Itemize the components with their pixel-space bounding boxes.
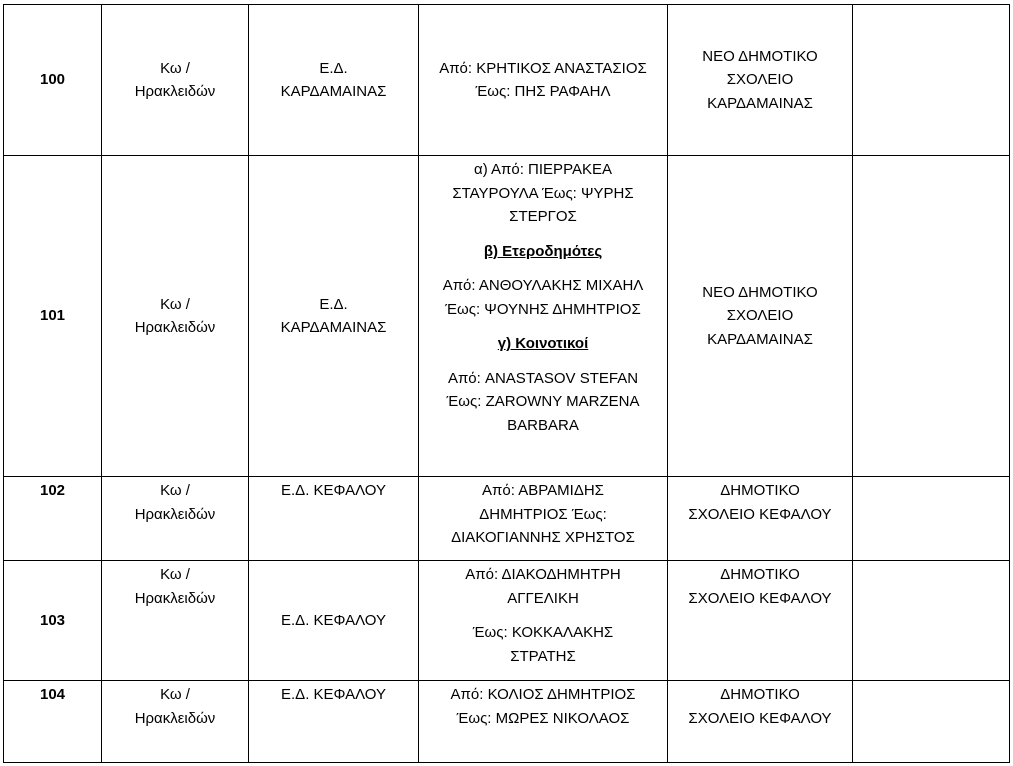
voter-range-cell (419, 5, 668, 156)
school-text: ΔΗΜΟΤΙΚΟ ΣΧΟΛΕΙΟ ΚΕΦΑΛΟΥ (688, 686, 832, 727)
municipality-cell (102, 681, 249, 763)
table-row (4, 156, 1010, 477)
station-number-text: 103 (39, 611, 66, 629)
station-number-text: 101 (39, 307, 66, 325)
voter-range-cell (419, 561, 668, 681)
voter-range-cell (419, 477, 668, 561)
electoral-district-cell (249, 561, 419, 681)
empty-cell (853, 561, 1010, 681)
school-text: ΔΗΜΟΤΙΚΟ ΣΧΟΛΕΙΟ ΚΕΦΑΛΟΥ (688, 566, 832, 607)
station-number-text: 100 (39, 71, 66, 89)
electoral-district-text: Ε.Δ. ΚΕΦΑΛΟΥ (281, 686, 386, 703)
empty-cell (853, 681, 1010, 763)
school-text: ΝΕΟ ΔΗΜΟΤΙΚΟ ΣΧΟΛΕΙΟ ΚΑΡΔΑΜΑΙΝΑΣ (702, 47, 818, 112)
school-cell (668, 156, 853, 477)
voter-range-text: Από: ΑΒΡΑΜΙΔΗΣ ΔΗΜΗΤΡΙΟΣ Έως: ΔΙΑΚΟΓΙΑΝΝΗΣ ΧΡΗΣΤΟΣ (451, 482, 635, 546)
school-cell (668, 5, 853, 156)
electoral-district-text: Ε.Δ. ΚΑΡΔΑΜΑΙΝΑΣ (280, 59, 387, 100)
station-number (4, 561, 102, 681)
electoral-district-cell (249, 681, 419, 763)
station-number-text: 104 (39, 686, 66, 703)
polling-stations-table (3, 4, 1010, 763)
municipality-text: Κω / Ηρακλειδών (134, 482, 216, 523)
voter-range-cell (419, 156, 668, 477)
electoral-district-cell (249, 156, 419, 477)
eu-citizens-heading: γ) Κοινοτικοί (497, 335, 589, 352)
electoral-district-text: Ε.Δ. ΚΕΦΑΛΟΥ (281, 482, 386, 499)
voter-range-cell (419, 681, 668, 763)
non-residents-heading: β) Ετεροδημότες (483, 242, 603, 260)
municipality-text: Κω / Ηρακλειδών (134, 686, 216, 727)
electoral-district-cell (249, 5, 419, 156)
voter-range-from: Από: ΔΙΑΚΟΔΗΜΗΤΡΗ ΑΓΓΕΛΙΚΗ (465, 566, 621, 607)
voter-range-to: Έως: ΚΟΚΚΑΛΑΚΗΣ ΣΤΡΑΤΗΣ (472, 624, 614, 665)
station-number (4, 5, 102, 156)
empty-cell (853, 5, 1010, 156)
school-cell (668, 477, 853, 561)
electoral-district-text: Ε.Δ. ΚΕΦΑΛΟΥ (281, 611, 386, 629)
voter-range-c: Από: ANASTASOV STEFAN Έως: ZAROWNY MARZENA BARBARA (446, 369, 640, 434)
voter-range-a: α) Από: ΠΙΕΡΡΑΚΕΑ ΣΤΑΥΡΟΥΛΑ Έως: ΨΥΡΗΣ ΣΤΕΡΓΟΣ (452, 161, 634, 225)
municipality-cell (102, 156, 249, 477)
station-number (4, 681, 102, 763)
station-number-text: 102 (39, 482, 66, 499)
station-number (4, 477, 102, 561)
municipality-text: Κω / Ηρακλειδών (134, 59, 216, 100)
municipality-cell (102, 561, 249, 681)
municipality-text: Κω / Ηρακλειδών (134, 566, 216, 607)
municipality-cell (102, 5, 249, 156)
voter-range-b: Από: ΑΝΘΟΥΛΑΚΗΣ ΜΙΧΑΗΛ Έως: ΨΟΥΝΗΣ ΔΗΜΗΤΡΙΟΣ (442, 277, 644, 318)
table-row (4, 561, 1010, 681)
electoral-district-cell (249, 477, 419, 561)
school-cell (668, 561, 853, 681)
table-row (4, 5, 1010, 156)
school-text: ΝΕΟ ΔΗΜΟΤΙΚΟ ΣΧΟΛΕΙΟ ΚΑΡΔΑΜΑΙΝΑΣ (702, 283, 818, 348)
school-cell (668, 681, 853, 763)
table-row (4, 477, 1010, 561)
voter-range-text: Από: ΚΡΗΤΙΚΟΣ ΑΝΑΣΤΑΣΙΟΣ Έως: ΠΗΣ ΡΑΦΑΗΛ (439, 59, 647, 100)
table-row (4, 681, 1010, 763)
municipality-cell (102, 477, 249, 561)
voter-range-text: Από: ΚΟΛΙΟΣ ΔΗΜΗΤΡΙΟΣ Έως: ΜΩΡΕΣ ΝΙΚΟΛΑΟΣ (450, 686, 636, 727)
empty-cell (853, 156, 1010, 477)
empty-cell (853, 477, 1010, 561)
school-text: ΔΗΜΟΤΙΚΟ ΣΧΟΛΕΙΟ ΚΕΦΑΛΟΥ (688, 482, 832, 523)
municipality-text: Κω / Ηρακλειδών (134, 295, 216, 336)
station-number (4, 156, 102, 477)
electoral-district-text: Ε.Δ. ΚΑΡΔΑΜΑΙΝΑΣ (280, 295, 387, 336)
